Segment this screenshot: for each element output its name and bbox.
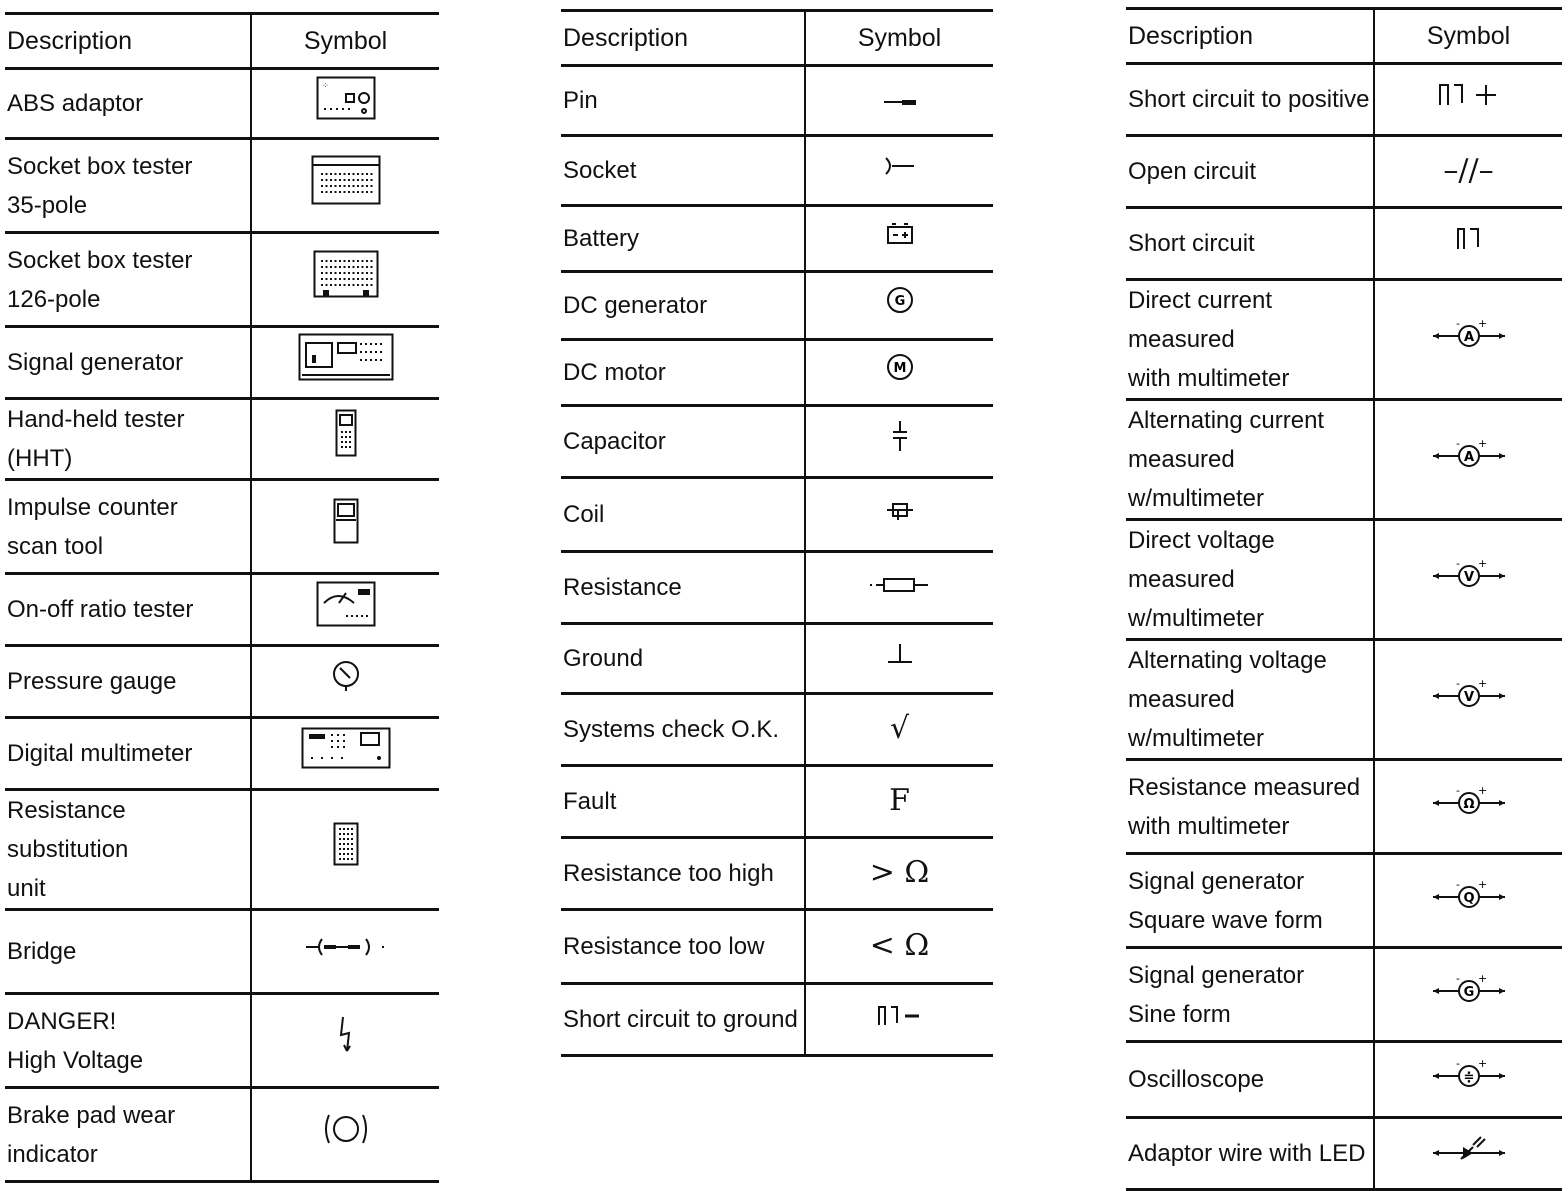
ground-icon — [885, 642, 915, 666]
row-symbol — [1374, 1118, 1562, 1190]
resistance-high-icon — [870, 853, 930, 892]
row-description: Oscilloscope — [1126, 1042, 1374, 1118]
symbol-table-left — [5, 12, 439, 1183]
table-row — [5, 718, 439, 790]
row-symbol — [805, 406, 993, 478]
short-to-ground-icon — [875, 1003, 925, 1027]
row-description: Hand-held tester (HHT) — [5, 399, 251, 480]
row-description: Signal generator Square wave form — [1126, 854, 1374, 948]
row-description: Resistance too low — [561, 910, 805, 984]
row-description: Pin — [561, 66, 805, 136]
row-description: DANGER! High Voltage — [5, 994, 251, 1088]
row-symbol — [1374, 948, 1562, 1042]
svg-text:+: + — [1477, 971, 1487, 985]
row-symbol — [251, 574, 439, 646]
row-symbol — [805, 766, 993, 838]
table-row — [5, 574, 439, 646]
table-row — [5, 790, 439, 910]
table-row — [1126, 1042, 1562, 1118]
row-description: Signal generator Sine form — [1126, 948, 1374, 1042]
row-symbol — [1374, 520, 1562, 640]
socket-icon — [880, 154, 920, 178]
socket-box-126-icon — [313, 250, 379, 298]
symbol-header: Symbol — [251, 14, 439, 69]
pin-icon — [880, 94, 920, 108]
socket-box-35-icon — [311, 155, 381, 205]
row-symbol — [1374, 280, 1562, 400]
svg-text:+: + — [1477, 877, 1487, 891]
row-symbol — [1374, 640, 1562, 760]
row-symbol — [805, 136, 993, 206]
row-description: Resistance — [561, 552, 805, 624]
description-header: Description — [1126, 9, 1374, 64]
row-description: Impulse counter scan tool — [5, 480, 251, 574]
resistance-icon — [868, 575, 932, 595]
row-symbol — [251, 646, 439, 718]
row-description: Adaptor wire with LED — [1126, 1118, 1374, 1190]
svg-text:+: + — [1477, 1056, 1487, 1070]
symbol-table-middle — [561, 9, 993, 1057]
row-symbol — [805, 272, 993, 340]
row-symbol — [251, 718, 439, 790]
row-description: Open circuit — [1126, 136, 1374, 208]
symbol-text: > Ω — [869, 855, 930, 890]
row-symbol — [805, 910, 993, 984]
svg-text:-: - — [1455, 877, 1460, 891]
signal-generator-device-icon — [298, 333, 394, 381]
svg-text:+: + — [1477, 436, 1487, 450]
row-symbol — [251, 910, 439, 994]
row-description: Systems check O.K. — [561, 694, 805, 766]
svg-text:M: M — [893, 360, 906, 376]
table-row — [561, 766, 993, 838]
row-symbol — [251, 994, 439, 1088]
row-description: Socket box tester 126-pole — [5, 233, 251, 327]
oscilloscope-icon — [1429, 1057, 1509, 1091]
row-symbol — [251, 69, 439, 139]
row-description: Bridge — [5, 910, 251, 994]
on-off-ratio-tester-icon — [316, 581, 376, 627]
row-symbol — [251, 399, 439, 480]
table-row — [561, 66, 993, 136]
row-symbol — [1374, 208, 1562, 280]
table-row — [561, 136, 993, 206]
square-wave-generator-icon — [1429, 878, 1509, 912]
row-symbol — [251, 233, 439, 327]
row-description: DC generator — [561, 272, 805, 340]
table-row — [5, 994, 439, 1088]
table-row — [5, 69, 439, 139]
row-symbol — [1374, 854, 1562, 948]
row-symbol — [805, 694, 993, 766]
row-description: Fault — [561, 766, 805, 838]
symbol-text: √ — [889, 711, 910, 746]
svg-text:-: - — [1455, 316, 1460, 330]
table-row — [561, 910, 993, 984]
row-description: On-off ratio tester — [5, 574, 251, 646]
resistance-meter-icon — [1429, 784, 1509, 818]
table-header — [5, 14, 439, 69]
row-description: Digital multimeter — [5, 718, 251, 790]
svg-text:Ω: Ω — [1462, 796, 1475, 812]
table-row — [561, 406, 993, 478]
bridge-icon — [304, 935, 388, 959]
svg-text:-: - — [1455, 676, 1460, 690]
svg-text:≑: ≑ — [1463, 1069, 1474, 1085]
table-row — [1126, 520, 1562, 640]
svg-text:G: G — [894, 293, 905, 309]
table-row — [5, 233, 439, 327]
row-description: DC motor — [561, 340, 805, 406]
capacitor-icon — [890, 419, 910, 453]
resistance-low-icon — [870, 926, 930, 965]
table-row — [561, 340, 993, 406]
symbol-text: < Ω — [869, 928, 930, 963]
coil-icon — [885, 498, 915, 522]
row-symbol — [251, 480, 439, 574]
row-symbol — [1374, 64, 1562, 136]
row-symbol — [805, 838, 993, 910]
table-row — [5, 327, 439, 399]
table-header — [1126, 9, 1562, 64]
fault-icon — [889, 781, 910, 820]
row-description: Pressure gauge — [5, 646, 251, 718]
row-description: ABS adaptor — [5, 69, 251, 139]
symbol-header: Symbol — [805, 11, 993, 66]
table-row — [1126, 208, 1562, 280]
table-header — [561, 11, 993, 66]
row-symbol — [251, 327, 439, 399]
table-row — [5, 480, 439, 574]
table-row — [1126, 64, 1562, 136]
row-symbol — [805, 478, 993, 552]
svg-text:+: + — [1477, 676, 1487, 690]
row-description: Direct voltage measured w/multimeter — [1126, 520, 1374, 640]
table-row — [1126, 948, 1562, 1042]
table-row — [5, 1088, 439, 1182]
symbol-table-right — [1126, 7, 1562, 1191]
row-description: Short circuit — [1126, 208, 1374, 280]
abs-adaptor-icon — [316, 76, 376, 120]
row-description: Battery — [561, 206, 805, 272]
dc-generator-icon — [885, 285, 915, 315]
table-row — [1126, 760, 1562, 854]
svg-text:V: V — [1463, 689, 1474, 705]
row-description: Direct current measured with multimeter — [1126, 280, 1374, 400]
description-header: Description — [561, 11, 805, 66]
table-row — [561, 838, 993, 910]
table-row — [1126, 136, 1562, 208]
table-row — [5, 646, 439, 718]
ac-voltage-meter-icon — [1429, 677, 1509, 711]
row-description: Resistance substitution unit — [5, 790, 251, 910]
table-row — [5, 399, 439, 480]
row-symbol — [1374, 1042, 1562, 1118]
row-symbol — [805, 984, 993, 1056]
svg-text:-: - — [1455, 1056, 1460, 1070]
row-symbol — [805, 552, 993, 624]
table-row — [5, 139, 439, 233]
description-header: Description — [5, 14, 251, 69]
svg-text:-: - — [1455, 783, 1460, 797]
row-symbol — [805, 340, 993, 406]
row-description: Socket — [561, 136, 805, 206]
svg-text:-: - — [1455, 971, 1460, 985]
row-symbol — [251, 1088, 439, 1182]
row-symbol — [251, 790, 439, 910]
digital-multimeter-icon — [301, 727, 391, 769]
dc-voltage-meter-icon — [1429, 557, 1509, 591]
table-row — [561, 478, 993, 552]
row-symbol — [805, 66, 993, 136]
row-description: Resistance measured with multimeter — [1126, 760, 1374, 854]
table-row — [1126, 280, 1562, 400]
high-voltage-icon — [337, 1015, 355, 1055]
brake-pad-wear-icon — [321, 1109, 371, 1149]
impulse-counter-icon — [333, 498, 359, 544]
row-description: Socket box tester 35-pole — [5, 139, 251, 233]
row-symbol — [1374, 760, 1562, 854]
table-row — [1126, 1118, 1562, 1190]
dc-current-meter-icon — [1429, 317, 1509, 351]
svg-text:+: + — [1477, 556, 1487, 570]
open-circuit-icon — [1443, 151, 1493, 190]
row-symbol — [1374, 136, 1562, 208]
row-description: Capacitor — [561, 406, 805, 478]
table-row — [561, 984, 993, 1056]
row-symbol — [1374, 400, 1562, 520]
row-symbol — [805, 206, 993, 272]
svg-text:Q: Q — [1462, 890, 1475, 906]
pressure-gauge-icon — [331, 659, 361, 693]
svg-text:G: G — [1463, 984, 1474, 1000]
table-row — [561, 206, 993, 272]
table-row — [1126, 400, 1562, 520]
svg-text:-: - — [1455, 556, 1460, 570]
row-description: Short circuit to ground — [561, 984, 805, 1056]
table-row — [1126, 640, 1562, 760]
dc-motor-icon — [885, 352, 915, 382]
svg-text:A: A — [1463, 449, 1474, 465]
svg-text:-: - — [1455, 436, 1460, 450]
check-ok-icon — [890, 709, 909, 748]
row-symbol — [251, 139, 439, 233]
svg-text:+: + — [1477, 783, 1487, 797]
row-description: Signal generator — [5, 327, 251, 399]
row-description: Ground — [561, 624, 805, 694]
table-row — [1126, 854, 1562, 948]
hand-held-tester-icon — [335, 409, 357, 457]
table-row — [561, 624, 993, 694]
row-description: Alternating voltage measured w/multimeter — [1126, 640, 1374, 760]
table-row — [561, 552, 993, 624]
svg-text:+: + — [1477, 316, 1487, 330]
short-circuit-icon — [1454, 225, 1484, 251]
symbol-text: –//– — [1443, 153, 1494, 188]
row-description: Brake pad wear indicator — [5, 1088, 251, 1182]
svg-text:⁘: ⁘ — [321, 80, 329, 90]
row-description: Short circuit to positive — [1126, 64, 1374, 136]
led-adaptor-icon — [1429, 1133, 1509, 1163]
short-to-positive-icon — [1436, 81, 1502, 107]
resistance-substitution-icon — [333, 822, 359, 866]
battery-icon — [886, 222, 914, 246]
table-row — [561, 694, 993, 766]
row-description: Coil — [561, 478, 805, 552]
sine-generator-icon — [1429, 972, 1509, 1006]
symbol-text: F — [889, 783, 910, 818]
row-description: Alternating current measured w/multimeter — [1126, 400, 1374, 520]
table-row — [5, 910, 439, 994]
svg-text:V: V — [1463, 569, 1474, 585]
symbol-header: Symbol — [1374, 9, 1562, 64]
svg-text:A: A — [1463, 329, 1474, 345]
table-row — [561, 272, 993, 340]
row-description: Resistance too high — [561, 838, 805, 910]
row-symbol — [805, 624, 993, 694]
ac-current-meter-icon — [1429, 437, 1509, 471]
